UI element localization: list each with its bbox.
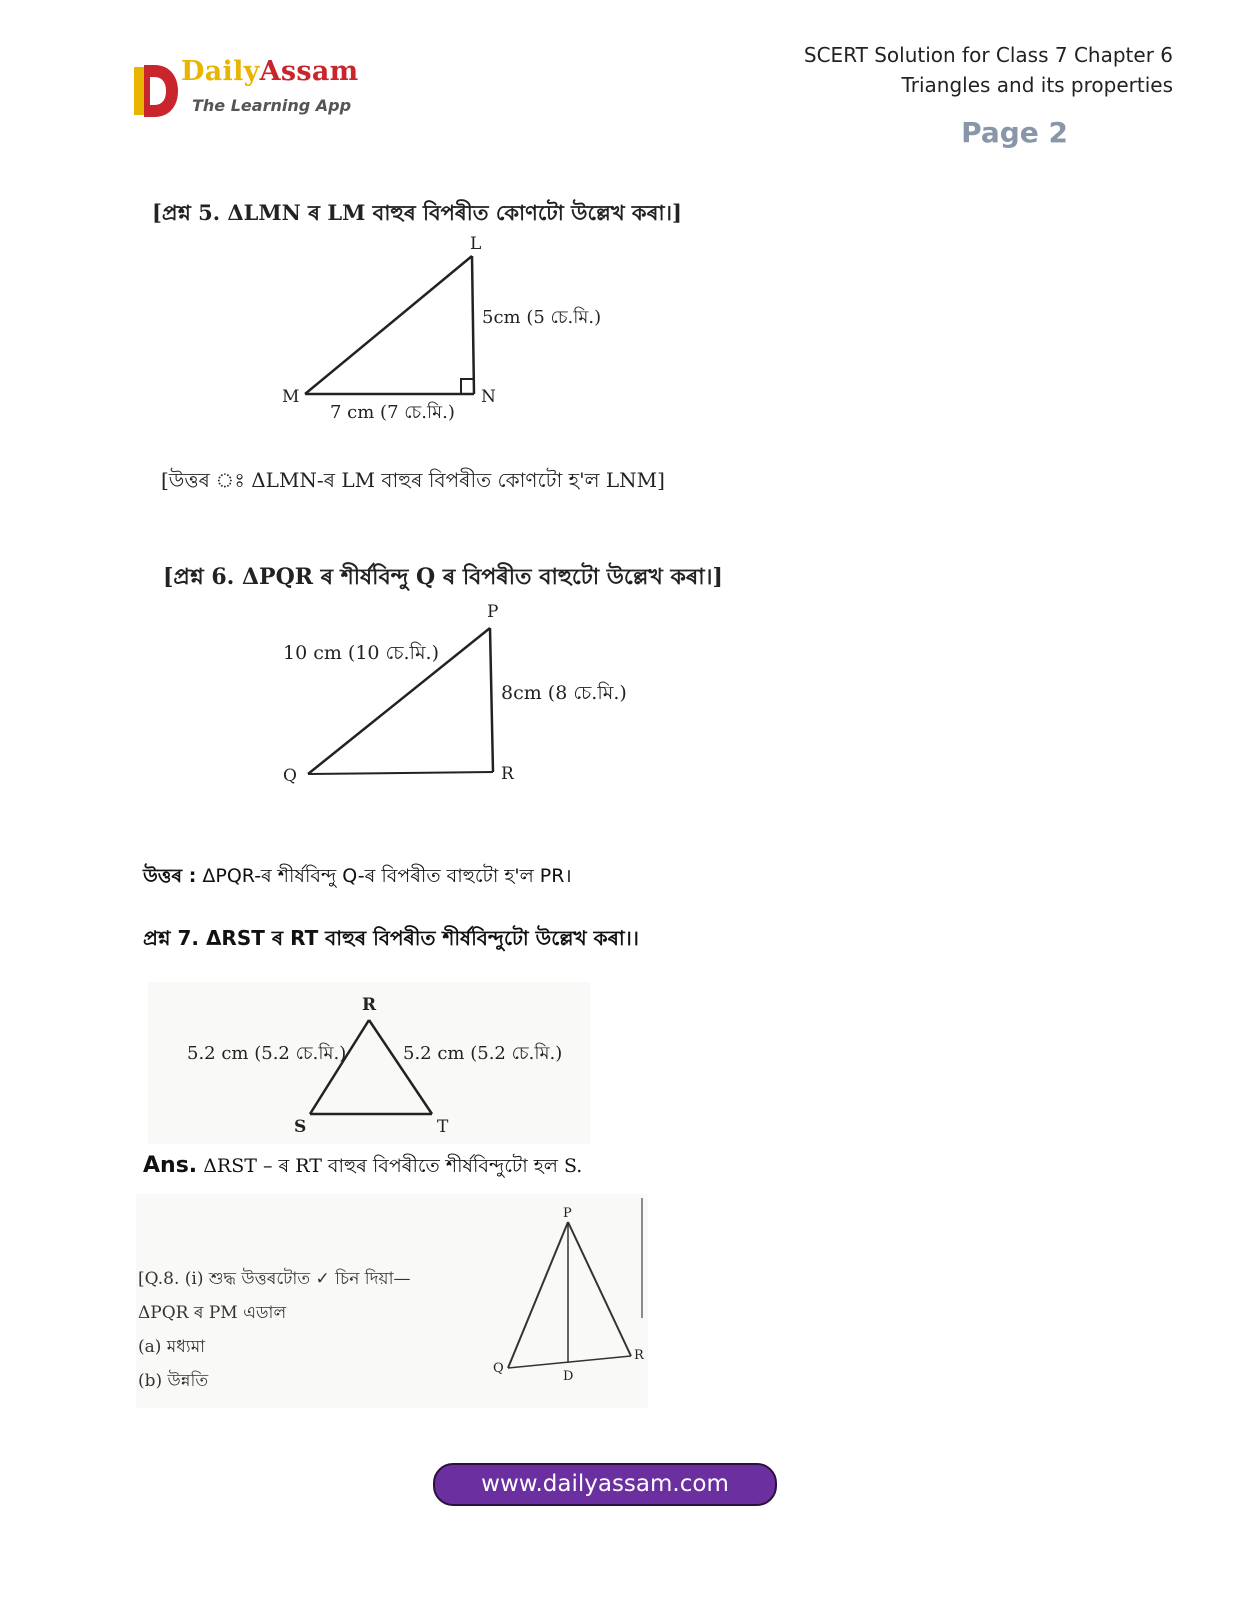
q6-question: [প্ৰশ্ন 6. ΔPQR ৰ শীৰ্ষবিন্দু Q ৰ বিপৰীত বাহুটো উল্লেখ কৰা।] (163, 564, 723, 590)
q6-side-qr (308, 772, 493, 774)
q6-side-pr (490, 628, 493, 772)
q5-triangle-figure (270, 228, 650, 428)
q6-triangle-figure (270, 596, 670, 796)
q7-side-rs (310, 1020, 369, 1114)
logo-wordmark (181, 56, 359, 87)
q8-side-pq (508, 1222, 568, 1368)
q7-vertex-r: R (362, 995, 377, 1015)
q6-side-pq-label: 10 cm (10 চে.মি.) (283, 642, 439, 664)
q5-answer: [উত্তৰ ঃ ΔLMN-ৰ LM বাহুৰ বিপৰীত কোণটো হ'ল LNM] (161, 468, 665, 492)
q6-vertex-q: Q (283, 766, 297, 786)
q6-answer-label: উত্তৰ : (143, 865, 197, 887)
q5-vertex-l: L (470, 234, 482, 254)
q5-right-angle-mark (461, 379, 474, 394)
q6-side-pr-label: 8cm (8 চে.মি.) (501, 682, 627, 704)
q6-vertex-p: P (487, 602, 499, 622)
q7-question: প্ৰশ্ন 7. ΔRST ৰ RT বাহুৰ বিপৰীত শীৰ্ষবিন্দুটো উল্লেখ কৰা।। (143, 926, 639, 950)
q8-question-block (138, 1262, 411, 1398)
q7-vertex-s: S (294, 1117, 307, 1137)
footer-website-link[interactable]: www.dailyassam.com (433, 1463, 777, 1506)
title-line-1: SCERT Solution for Class 7 Chapter 6 (803, 43, 1173, 67)
q8-vertex-r: R (634, 1348, 644, 1363)
q8-option-a: (a) মধ্যমা (138, 1337, 206, 1357)
q6-answer (143, 862, 572, 894)
q8-option-b: (b) উন্নতি (138, 1371, 209, 1391)
logo-word-daily: Daily (181, 56, 260, 87)
q8-vertex-p: P (563, 1206, 572, 1221)
q7-triangle-figure (150, 990, 590, 1140)
q7-side-rs-label: 5.2 cm (5.2 চে.মি.) (187, 1043, 347, 1064)
q6-answer-text: ΔPQR-ৰ শীৰ্ষবিন্দু Q-ৰ বিপৰীত বাহুটো হ'ল PR। (202, 865, 572, 887)
page-label: Page 2 (961, 116, 1068, 149)
q5-question: [প্ৰশ্ন 5. ΔLMN ৰ LM বাহুৰ বিপৰীত কোণটো উল্লেখ কৰা।] (152, 200, 682, 225)
dailyassam-logo-icon (134, 63, 180, 119)
title-line-2: Triangles and its properties (901, 73, 1173, 97)
q5-side-lm (305, 256, 472, 394)
q5-side-ln (472, 256, 474, 394)
q8-foot-d: D (563, 1369, 574, 1384)
logo-tagline: The Learning App (192, 96, 352, 115)
q5-side-ln-label: 5cm (5 চে.মি.) (482, 307, 602, 328)
q7-answer (143, 1152, 582, 1184)
q8-triangle-figure (488, 1198, 648, 1388)
q6-vertex-r: R (501, 764, 514, 784)
q7-vertex-t: T (437, 1117, 449, 1137)
logo-word-assam: Assam (259, 56, 359, 87)
q8-side-pr (568, 1222, 631, 1356)
q7-side-rt-label: 5.2 cm (5.2 চে.মি.) (403, 1043, 563, 1064)
q8-vertex-q: Q (493, 1361, 504, 1376)
q8-line-2: ΔPQR ৰ PM এডাল (138, 1303, 287, 1323)
q5-vertex-n: N (481, 387, 496, 407)
q8-side-qr (508, 1356, 631, 1368)
q5-side-mn-label: 7 cm (7 চে.মি.) (330, 402, 455, 423)
q7-side-rt (369, 1020, 432, 1114)
q5-vertex-m: M (282, 387, 300, 407)
q7-answer-label: Ans. (143, 1153, 198, 1178)
q7-answer-text: ΔRST – ৰ RT বাহুৰ বিপৰীতে শীৰ্ষবিন্দুটো হল S. (203, 1155, 583, 1177)
q8-line-1: [Q.8. (i) শুদ্ধ উত্তৰটোত ✓ চিন দিয়া— (138, 1269, 411, 1289)
document-title (804, 40, 1173, 100)
